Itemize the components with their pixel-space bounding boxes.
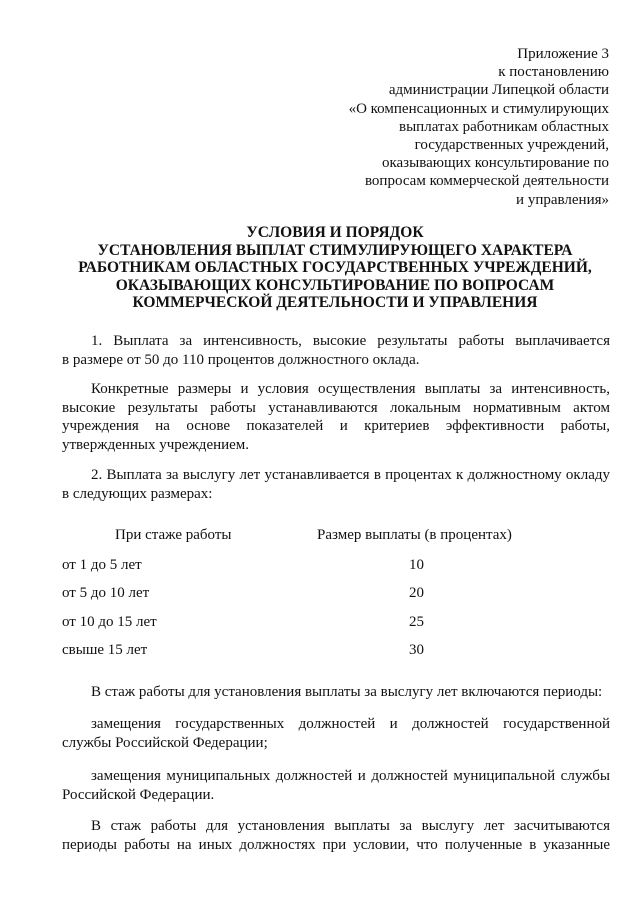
document-title (40, 224, 630, 312)
text-line: замещения государственных должностей и должностей государственной (91, 716, 610, 732)
text-line: 1. Выплата за интенсивность, высокие результаты работы выплачивается (91, 333, 610, 349)
table-cell-period: от 5 до 10 лет (62, 585, 150, 601)
table-cell-percent: 30 (409, 642, 424, 658)
text-line: В стаж работы для установления выплаты за выслугу лет включаются периоды: (91, 684, 603, 700)
text-line: замещения муниципальных должностей и должностей муниципальной службы (91, 768, 610, 784)
title-line: УСТАНОВЛЕНИЯ ВЫПЛАТ СТИМУЛИРУЮЩЕГО ХАРАКТЕРА (97, 241, 573, 259)
appendix-line: администрации Липецкой области (388, 82, 609, 99)
appendix-line: Приложение 3 (517, 46, 609, 62)
paragraph-intensity-conditions (62, 380, 610, 454)
table-header-percent: Размер выплаты (в процентах) (317, 527, 512, 543)
table-cell-period: от 1 до 5 лет (62, 557, 142, 573)
text-line: в следующих размерах: (62, 485, 213, 502)
appendix-line: государственных учреждений, (414, 137, 609, 154)
table-header-period: При стаже работы (115, 527, 232, 543)
appendix-header (289, 45, 609, 209)
text-line: в размере от 50 до 110 процентов должностного оклада. (62, 351, 420, 368)
table-cell-percent: 10 (409, 557, 424, 573)
text-line: утвержденных учреждением. (62, 436, 250, 453)
paragraph-seniority-payment (62, 466, 610, 503)
table-cell-period: от 10 до 15 лет (62, 614, 157, 630)
appendix-line: вопросам коммерческой деятельности (364, 173, 609, 190)
appendix-line: «О компенсационных и стимулирующих (348, 100, 609, 117)
text-line: высокие результаты работы устанавливаются локальным нормативным актом (62, 399, 610, 416)
table-cell-period: свыше 15 лет (62, 642, 148, 658)
paragraph-service-periods (62, 683, 610, 702)
title-line: ОКАЗЫВАЮЩИХ КОНСУЛЬТИРОВАНИЕ ПО ВОПРОСАМ (115, 276, 555, 294)
table-cell-percent: 25 (409, 614, 424, 630)
paragraph-state-positions (62, 715, 610, 752)
title-line: УСЛОВИЯ И ПОРЯДОК (246, 224, 424, 241)
text-line: В стаж работы для установления выплаты за выслугу лет засчитываются (91, 818, 610, 834)
appendix-line: к постановлению (498, 64, 609, 81)
table-cell-percent: 20 (409, 585, 424, 601)
appendix-line: выплатах работникам областных (399, 118, 609, 135)
title-line: КОММЕРЧЕСКОЙ ДЕЯТЕЛЬНОСТИ И УПРАВЛЕНИЯ (132, 294, 538, 311)
text-line: периоды работы на иных должностях при условии, что полученные в указанные (62, 836, 610, 853)
text-line: службы Российской Федерации; (62, 734, 268, 751)
appendix-line: и управления» (516, 191, 609, 208)
text-line: Российской Федерации. (62, 786, 215, 803)
text-line: Конкретные размеры и условия осуществления выплаты за интенсивность, (91, 381, 610, 397)
paragraph-other-positions (62, 817, 610, 854)
text-line: 2. Выплата за выслугу лет устанавливается в процентах к должностному окладу (91, 467, 610, 483)
text-line: учреждения на основе показателей и критериев эффективности работы, (62, 418, 610, 434)
paragraph-municipal-positions (62, 767, 610, 804)
appendix-line: оказывающих консультирование по (381, 155, 609, 172)
title-line: РАБОТНИКАМ ОБЛАСТНЫХ ГОСУДАРСТВЕННЫХ УЧРЕЖДЕНИЙ, (78, 259, 592, 276)
paragraph-intensity-payment (62, 332, 610, 369)
